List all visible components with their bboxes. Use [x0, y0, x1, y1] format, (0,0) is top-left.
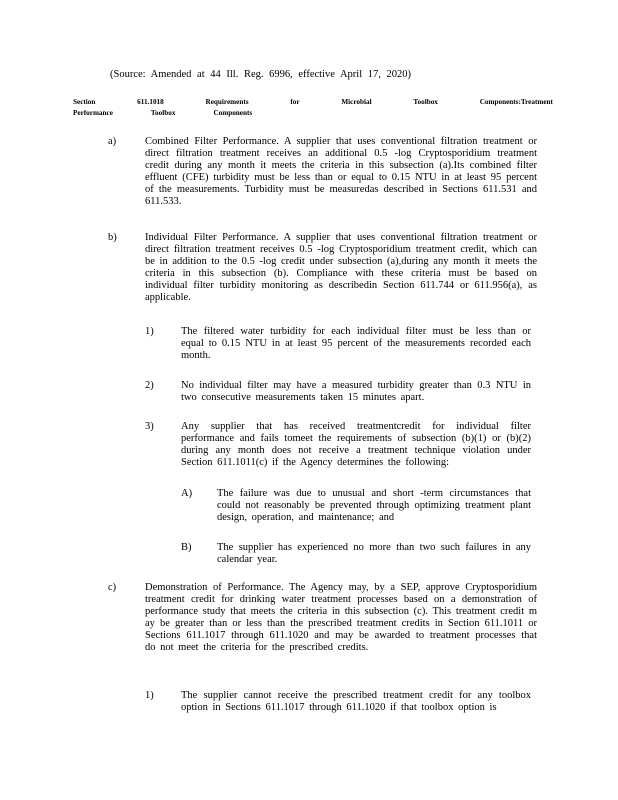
subsection-c-text: Demonstration of Performance. The Agency may, by a SEP, approve Cryptosporidium treatment credit for drinking water treatment processes based on a demonstration of performance study that meets the criteria in this subsection (c). This treatment credit m ay be greater than or less than the prescribed treatment credits in Section 611.1011 or Sections 611.1017 through 611.1020 and may be awarded to treatment processes that do not meet the criteria for the prescribed credits.	[145, 582, 537, 653]
heading-word: Requirements	[205, 98, 249, 106]
subsection-label-b2: 2)	[145, 380, 154, 391]
subsection-label-b3A: A)	[181, 488, 193, 499]
section-word: Section	[73, 98, 96, 106]
section-heading	[73, 97, 553, 119]
subsection-b-text: Individual Filter Performance. A supplier that uses conventional filtration treatment or direct filtration treatment receives 0.5 -log Cryptosporidium treatment credit, which can be in addition to the 0.5 -log credit under subsection (a),during any month it meets the criteria in this subsection (b). Compliance with these criteria must be based on individual filter turbidity monitoring as describedin Section 611.744 or 611.956(a), as applicable.	[145, 232, 537, 303]
subsection-b3A-text: The failure was due to unusual and short -term circumstances that could not reasonably be prevented through optimizing treatment plant design, operation, and maintenance; and	[217, 488, 531, 523]
heading-word: Performance	[73, 109, 113, 117]
heading-word: Toolbox	[413, 98, 438, 106]
subsection-b2-text: No individual filter may have a measured turbidity greater than 0.3 NTU in two consecutive measurements taken 15 minutes apart.	[181, 380, 531, 403]
subsection-label-c: c)	[108, 582, 117, 593]
heading-word: Microbial	[341, 98, 372, 106]
subsection-label-b: b)	[108, 232, 117, 243]
heading-word: Toolbox	[150, 109, 176, 117]
subsection-c1-text: The supplier cannot receive the prescribed treatment credit for any toolbox option in Sections 611.1017 through 611.1020 if that toolbox option is	[181, 690, 531, 713]
subsection-a-text: Combined Filter Performance. A supplier that uses conventional filtration treatment or direct filtration treatment receives an additional 0.5 -log Cryptosporidium treatment credit during any month it meets the criteria in this subsection (a).Its combined filter effluent (CFE) turbidity must be less than or equal to 0.15 NTU in at least 95 percent of the measurements. Turbidity must be measuredas described in Sections 611.531 and 611.533.	[145, 136, 537, 207]
subsection-b3B-text: The supplier has experienced no more than two such failures in any calendar year.	[217, 542, 531, 565]
subsection-label-c1: 1)	[145, 690, 154, 701]
subsection-label-a: a)	[108, 136, 117, 147]
heading-word: Components:Treatment	[479, 98, 553, 106]
section-number: 611.1018	[137, 98, 164, 106]
heading-word: Components	[213, 109, 253, 117]
subsection-label-b1: 1)	[145, 326, 154, 337]
subsection-label-b3: 3)	[145, 421, 154, 432]
source-note: (Source: Amended at 44 Ill. Reg. 6996, effective April 17, 2020)	[110, 69, 411, 80]
section-heading-line1	[73, 97, 553, 108]
subsection-label-b3B: B)	[181, 542, 192, 553]
subsection-b1-text: The filtered water turbidity for each individual filter must be less than or equal to 0.15 NTU in at least 95 percent of the measurements recorded each month.	[181, 326, 531, 361]
section-heading-line2	[73, 108, 553, 119]
heading-word: for	[290, 98, 300, 106]
subsection-b3-text: Any supplier that has received treatmentcredit for individual filter performance and fails tomeet the requirements of subsection (b)(1) or (b)(2) during any month does not receive a treatment technique violation under Section 611.1011(c) if the Agency determines the following:	[181, 421, 531, 468]
